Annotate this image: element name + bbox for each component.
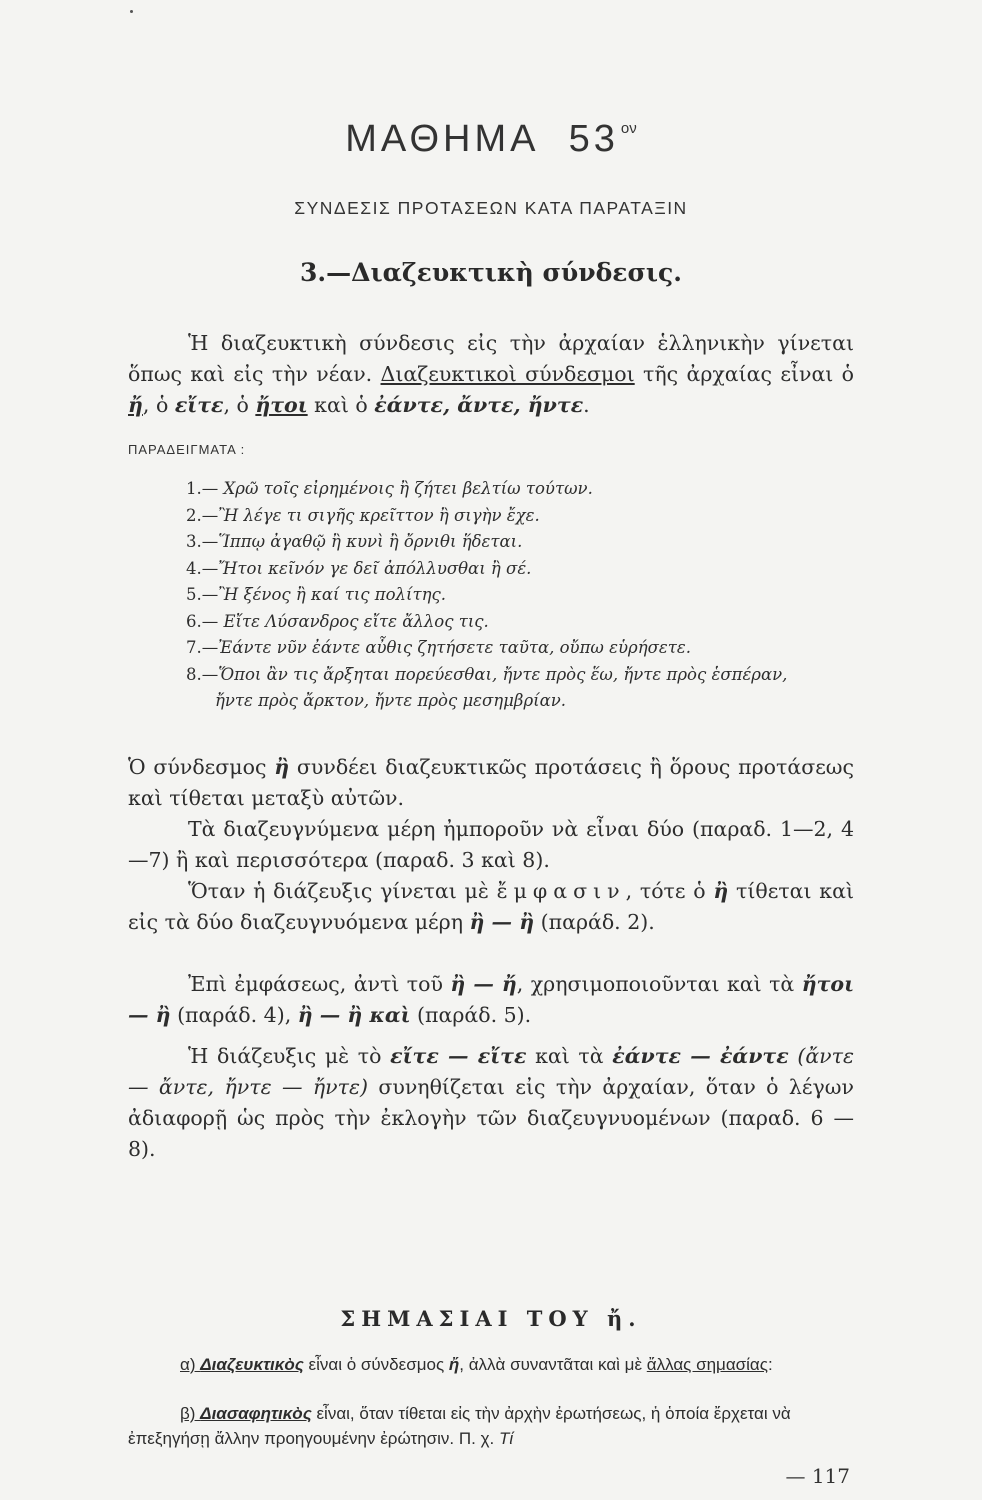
example-item (186, 476, 866, 503)
page-number: — 117 (785, 1464, 850, 1488)
examples-list (186, 476, 866, 715)
meaning-a-heading (180, 1355, 304, 1374)
conjunction-e: ἤ (128, 393, 143, 417)
conjunction-eite: εἴτε (174, 393, 224, 417)
p6-text-f: συνηθίζεται εἰς τὴν ἀρχαίαν, ὅταν ὁ λέγων ἀδιαφορῇ ὡς πρὸς τὴν ἐκλογὴν τῶν διαζευγνυομένων (παραδ. 6 — 8). (128, 1075, 854, 1161)
lesson-number: 53 (568, 118, 619, 160)
print-speck (130, 10, 133, 13)
p6-italic-variants: (ἄντε — ἄντε, ἤντε — ἤντε) (128, 1044, 854, 1099)
example-item (186, 503, 866, 530)
p4-text-c: , τότε ὁ (625, 879, 714, 903)
example-number: 3.— (186, 532, 219, 551)
p5-text-g: (παράδ. 5). (410, 1003, 532, 1027)
example-number: 6.— (186, 611, 224, 631)
p4-bold-e-e: ἢ — ἢ (469, 910, 535, 934)
example-text: Ἢ ξένος ἢ καί τις πολίτης. (218, 585, 446, 604)
p2-text-a: Ὁ σύνδεσμος (128, 755, 275, 779)
example-text: Ὅποι ἂν τις ἄρξηται πορεύεσθαι, ἤντε πρὸς ἕω, ἤντε πρὸς ἑσπέραν, (218, 664, 788, 684)
examples-label: ΠΑΡΑΔΕΙΓΜΑΤΑ : (128, 442, 246, 457)
meaning-b-term: Διασαφητικὸς (200, 1404, 312, 1423)
example-text: Χρῶ τοῖς εἰρημένοις ἢ ζήτει βελτίω τούτων. (223, 479, 593, 498)
example-text: Ἢ λέγε τι σιγῆς κρεῖττον ἢ σιγὴν ἔχε. (218, 505, 540, 525)
p6-text-a: Ἡ διάζευξις μὲ τὸ (188, 1044, 391, 1068)
example-number: 7.— (186, 638, 219, 657)
example-number: 4.— (186, 558, 219, 578)
paragraph-disjoined-parts: Τὰ διαζευγνύμενα μέρη ἠμποροῦν νὰ εἶναι δύο (παραδ. 1—2, 4—7) ἢ καὶ περισσότερα (παραδ. 3 καὶ 8). (128, 817, 854, 872)
example-item (186, 662, 866, 715)
intro-sep-1: , ὁ (142, 393, 175, 417)
example-text: Ἤτοι κεῖνόν γε δεῖ ἀπόλλυσθαι ἢ σέ. (218, 558, 532, 578)
intro-sep-3: καὶ ὁ (307, 393, 375, 417)
paragraph-conjunction-role (128, 752, 854, 814)
lesson-suffix: ον (620, 120, 637, 137)
p4-text-e: τίθεται καὶ εἰς τὰ δύο διαζευγνυόμενα μέρη (128, 879, 854, 934)
p6-text-c: καὶ τὰ (526, 1044, 613, 1068)
p2-bold-e: ἢ (274, 755, 290, 779)
p5-bold-3: ἢ — ἢ καὶ (297, 1003, 411, 1027)
meaning-a-e: ἤ (448, 1355, 460, 1374)
intro-text-3: τῆς ἀρχαίας εἶναι ὁ (634, 362, 855, 386)
meaning-a-text-b: , ἀλλὰ συναντᾶται καὶ μὲ (459, 1355, 647, 1374)
intro-text-1: Ἡ διαζευκτικὴ σύνδεσις εἰς τὴν ἀρχαίαν ἑλληνικὴν γίνεται ὅπως καὶ εἰς τὴν νέαν. (128, 331, 854, 386)
p5-text-c: , χρησιμοποιοῦνται καὶ τὰ (516, 972, 802, 996)
meaning-b (128, 1402, 854, 1451)
example-number: 1.— (186, 479, 224, 498)
intro-end: . (583, 393, 590, 417)
meaning-a-underlined: ἄλλας σημασίας (646, 1355, 768, 1374)
example-number: 8.— (186, 664, 219, 684)
meaning-a-label: α) (180, 1355, 201, 1374)
example-continuation: ἤντε πρὸς ἄρκτον, ἤντε πρὸς μεσημβρίαν. (215, 691, 567, 710)
paragraph-emphasis-alternatives (128, 969, 854, 1031)
p5-text-a: Ἐπὶ ἐμφάσεως, ἀντὶ τοῦ (188, 972, 451, 996)
p5-bold-2: ἤτοι — ἢ (128, 972, 854, 1027)
chapter-subtitle: ΣΥΝΔΕΣΙΣ ΠΡΟΤΑΣΕΩΝ ΚΑΤΑ ΠΑΡΑΤΑΞΙΝ (294, 198, 688, 218)
p4-spaced-word: ἔμφασιν (496, 879, 626, 903)
lesson-word: ΜΑΘΗΜΑ (345, 118, 540, 160)
p5-bold-1: ἢ — ἤ (450, 972, 517, 996)
conjunction-eante-ante-ente: ἐάντε, ἄντε, ἤντε (374, 393, 584, 417)
p4-bold-e: ἢ (713, 879, 729, 903)
meaning-b-heading (180, 1404, 312, 1423)
meaning-a-end: : (767, 1355, 773, 1374)
meaning-b-label: β) (180, 1404, 201, 1423)
meaning-b-tail: Τί (498, 1428, 514, 1448)
meanings-title: ΣΗΜΑΣΙΑΙ ΤΟΥ ἤ. (340, 1306, 642, 1331)
example-item (186, 609, 866, 636)
p4-text-a: Ὅταν ἡ διάζευξις γίνεται μὲ (188, 879, 497, 903)
meaning-a (128, 1353, 854, 1378)
meaning-a-text-a: εἶναι ὁ σύνδεσμος (303, 1355, 449, 1374)
paragraph-eite-eante (128, 1041, 854, 1165)
p6-bold-eite: εἴτε — εἴτε (390, 1044, 527, 1068)
p4-text-g: (παράδ. 2). (534, 910, 655, 934)
meaning-b-text: εἶναι, ὅταν τίθεται εἰς τὴν ἀρχὴν ἐρωτήσεως, ἡ ὁποία ἔρχεται νὰ ἐπεξηγήσῃ ἄλλην προηγουμένην ἐρώτησιν. Π. χ. (128, 1404, 791, 1448)
meaning-a-term: Διαζευκτικὸς (200, 1355, 304, 1374)
example-text: Ἵππῳ ἀγαθῷ ἢ κυνὶ ἢ ὄρνιθι ἥδεται. (218, 532, 523, 551)
lesson-title (0, 118, 982, 161)
example-item (186, 582, 866, 609)
intro-paragraph (128, 328, 854, 421)
intro-underlined-term: Διαζευκτικοὶ σύνδεσμοι (380, 362, 635, 386)
p5-text-e: (παράδ. 4), (170, 1003, 298, 1027)
paragraph-emphasis (128, 876, 854, 938)
example-number: 2.— (186, 505, 219, 525)
intro-sep-2: , ὁ (223, 393, 256, 417)
example-item (186, 556, 866, 583)
conjunction-etoi: ἤτοι (255, 393, 308, 417)
example-item (186, 635, 866, 662)
p6-bold-eante: ἐάντε — ἐάντε (612, 1044, 789, 1068)
section-title: 3.—Διαζευκτικὴ σύνδεσις. (300, 258, 682, 287)
p2-text-c: συνδέει διαζευκτικῶς προτάσεις ἢ ὅρους προτάσεως καὶ τίθεται μεταξὺ αὐτῶν. (128, 755, 855, 810)
example-item (186, 529, 866, 556)
example-number: 5.— (186, 585, 219, 604)
example-text: Ἐάντε νῦν ἐάντε αὖθις ζητήσετε ταῦτα, οὔπω εὑρήσετε. (218, 638, 691, 657)
example-text: Εἴτε Λύσανδρος εἴτε ἄλλος τις. (223, 611, 489, 631)
